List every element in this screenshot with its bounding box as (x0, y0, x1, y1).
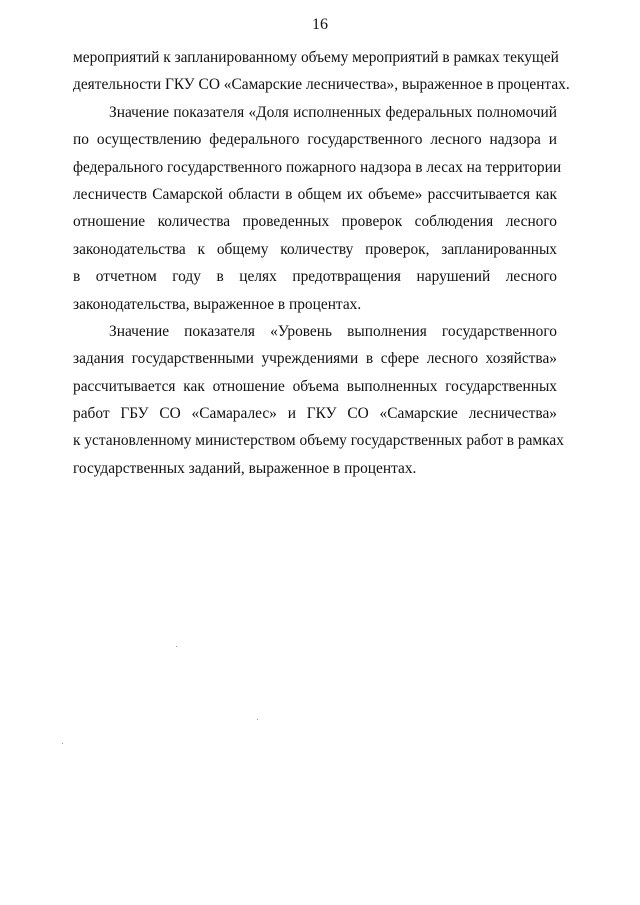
text-line: работ ГБУ СО «Самаралес» и ГКУ СО «Самарские лесничества» (73, 405, 557, 423)
text-line: деятельности ГКУ СО «Самарские лесничества», выраженное в процентах. (73, 76, 570, 94)
paragraph-share-of-federal-powers (73, 99, 562, 318)
scan-speck (62, 743, 63, 744)
paragraph-continuation (73, 44, 570, 99)
text-line: рассчитывается как отношение объема выполненных государственных (73, 377, 557, 395)
text-line: к установленному министерством объему государственных работ в рамках (73, 432, 564, 450)
text-line: по осуществлению федерального государственного лесного надзора и (73, 131, 557, 149)
scan-speck (257, 719, 258, 720)
text-line: федерального государственного пожарного надзора в лесах на территории (73, 158, 562, 176)
page-number: 16 (312, 16, 328, 33)
text-line: лесничеств Самарской области в общем их объеме» рассчитывается как (73, 185, 557, 203)
text-line: в отчетном году в целях предотвращения нарушений лесного (73, 268, 557, 286)
text-line: законодательства к общему количеству проверок, запланированных (73, 240, 557, 258)
paragraph-state-task-level (73, 318, 564, 482)
scan-speck (176, 646, 177, 647)
text-line: государственных заданий, выраженное в процентах. (73, 459, 417, 477)
text-line: мероприятий к запланированному объему мероприятий в рамках текущей (73, 49, 559, 66)
text-line: задания государственными учреждениями в сфере лесного хозяйства» (73, 350, 557, 368)
document-body (73, 44, 570, 482)
text-line: Значение показателя «Уровень выполнения государственного (109, 322, 557, 340)
text-line: Значение показателя «Доля исполненных федеральных полномочий (109, 103, 557, 121)
text-line: законодательства, выраженное в процентах. (73, 295, 362, 313)
text-line: отношение количества проведенных проверок соблюдения лесного (73, 213, 557, 231)
